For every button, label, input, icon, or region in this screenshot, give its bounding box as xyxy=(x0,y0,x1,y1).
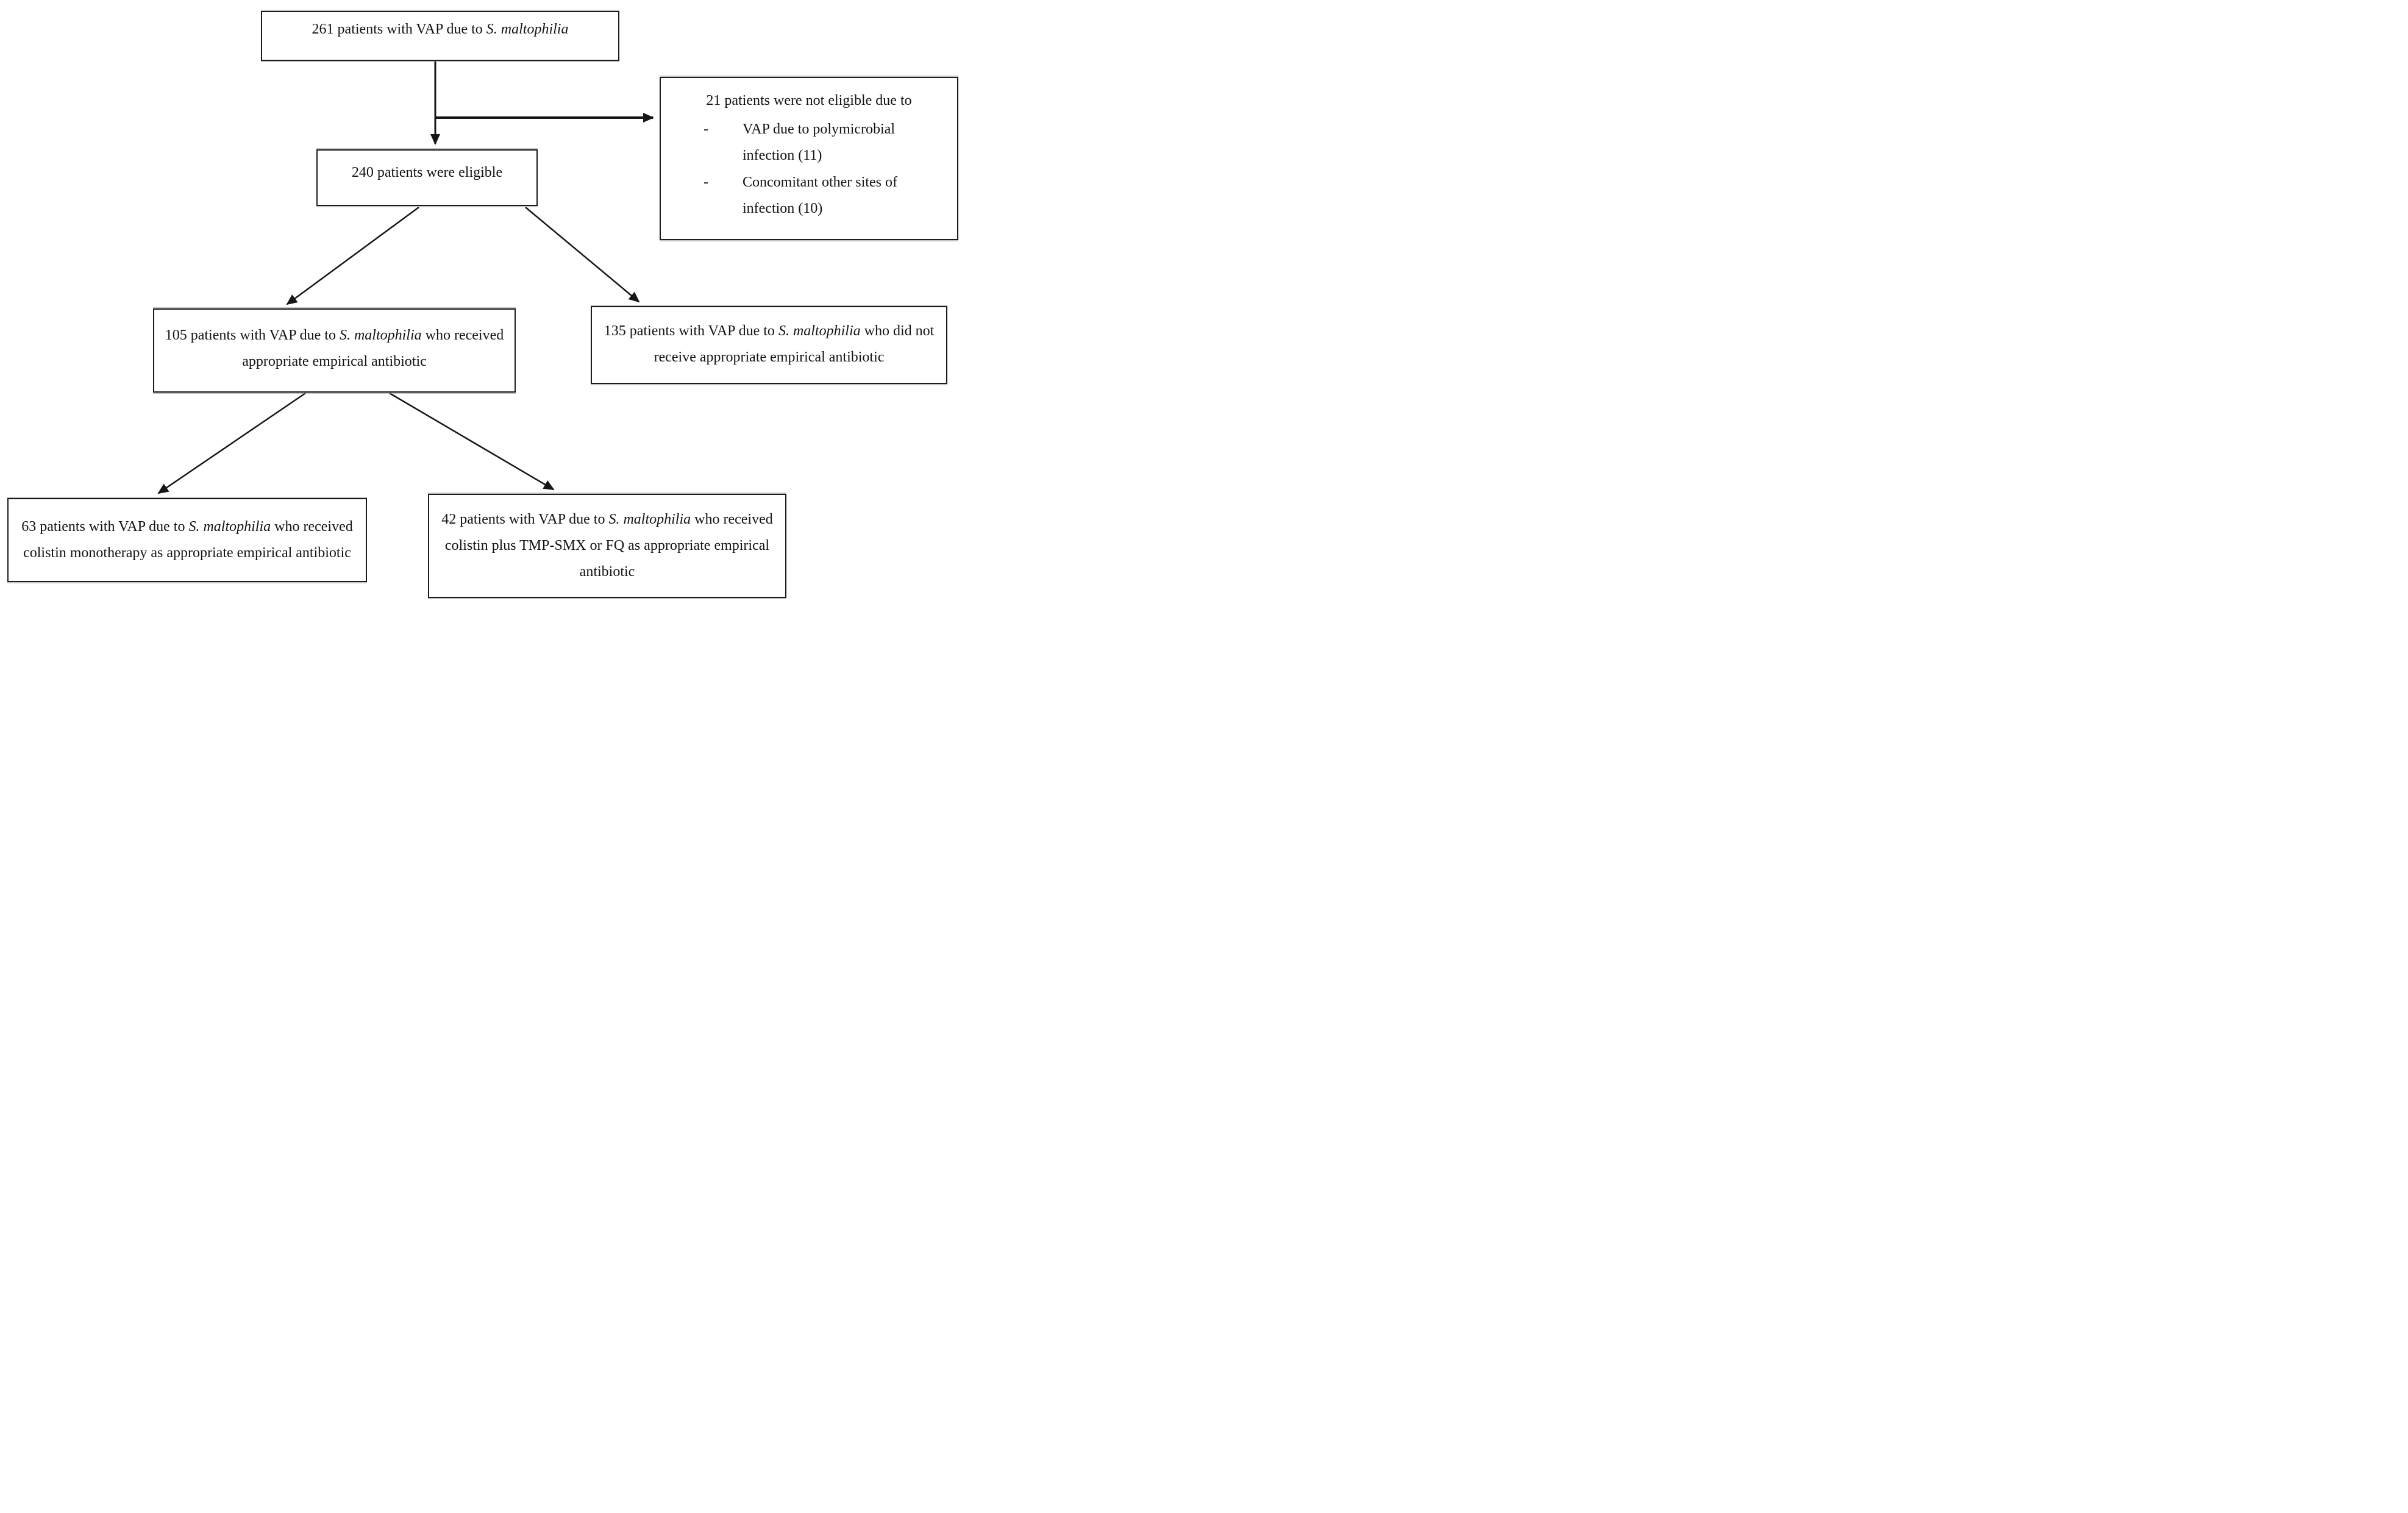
reason-polymicrobial: VAP due to polymicrobial infection (11) xyxy=(743,121,895,164)
arrow-240-to-135 xyxy=(525,207,639,302)
italic-species-name: S. maltophilia xyxy=(778,322,861,339)
node-261-patients-vap xyxy=(261,11,619,61)
italic-species-name: S. maltophilia xyxy=(188,518,271,535)
italic-species-name: S. maltophilia xyxy=(608,511,691,527)
node-105-text: 105 patients with VAP due to S. maltophilia who received appropriate empirical antibiotic xyxy=(165,327,504,369)
node-240-eligible xyxy=(316,149,538,206)
list-item xyxy=(696,116,950,169)
node-240-text: 240 patients were eligible xyxy=(351,164,503,180)
node-42-text: 42 patients with VAP due to S. maltophilia who received colistin plus TMP-SMX or FQ as appropriate empirical antibiotic xyxy=(441,511,773,580)
italic-species-name: S. maltophilia xyxy=(339,327,422,343)
node-135-no-appropriate-empirical xyxy=(591,306,947,384)
node-105-appropriate-empirical xyxy=(153,308,516,393)
flowchart-canvas xyxy=(0,0,963,605)
arrow-105-to-42 xyxy=(390,393,554,490)
node-135-text: 135 patients with VAP due to S. maltophilia who did not receive appropriate empirical antibiotic xyxy=(604,322,935,365)
node-63-text: 63 patients with VAP due to S. maltophilia who received colistin monotherapy as appropriate empirical antibiotic xyxy=(21,518,353,561)
reason-other-sites: Concomitant other sites of infection (10) xyxy=(743,174,897,216)
bullet-dash: - xyxy=(704,174,708,190)
arrow-240-to-105 xyxy=(287,207,419,304)
arrow-105-to-63 xyxy=(159,393,305,493)
node-21-not-eligible xyxy=(660,77,958,240)
node-21-title: 21 patients were not eligible due to xyxy=(706,93,912,109)
node-261-text: 261 patients with VAP due to S. maltophilia xyxy=(312,21,569,38)
node-63-colistin-monotherapy xyxy=(7,498,367,582)
bullet-dash: - xyxy=(704,121,708,138)
list-item xyxy=(696,169,950,222)
italic-species-name: S. maltophilia xyxy=(486,21,569,38)
not-eligible-reasons-list xyxy=(668,116,950,222)
node-42-colistin-combination xyxy=(428,494,786,598)
